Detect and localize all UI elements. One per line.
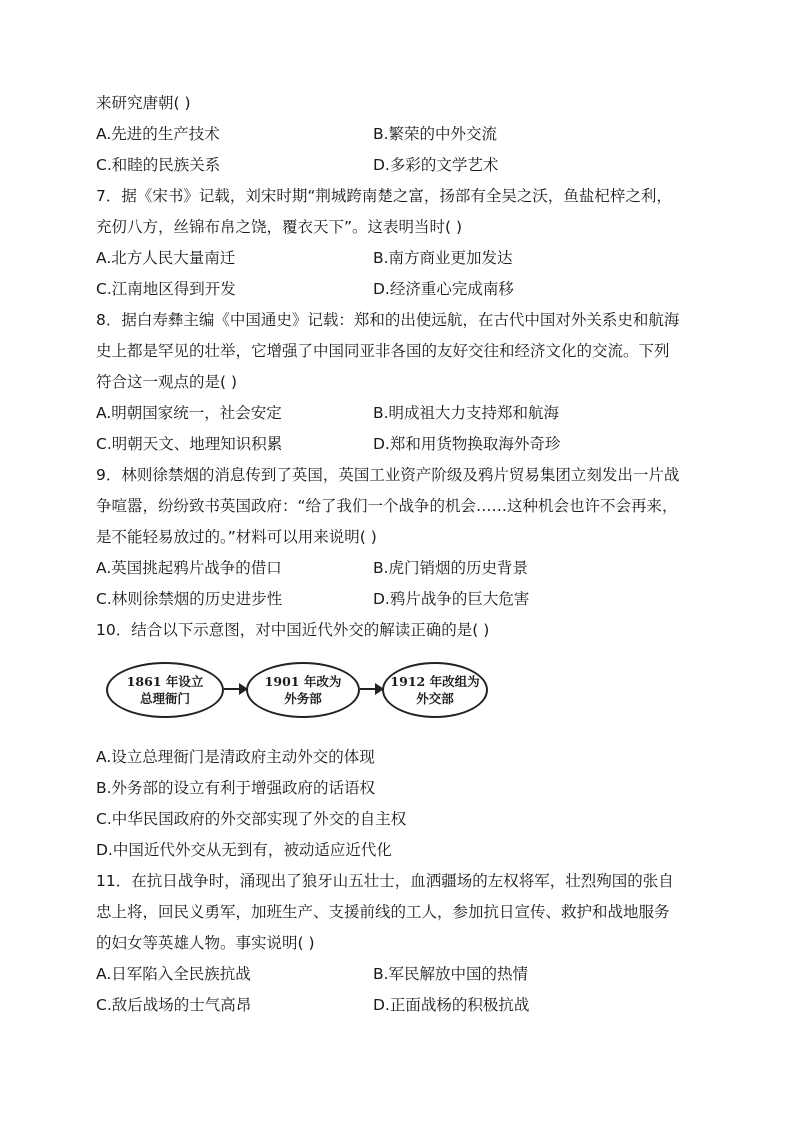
diagram-node-label: 1901 年改为 [264,674,342,689]
option-c: C.明朝天文、地理知识积累 [96,435,283,453]
question-9-line-1: 9．林则徐禁烟的消息传到了英国，英国工业资产阶级及鸦片贸易集团立刻发出一片战 [96,466,680,484]
exam-page [96,88,706,1021]
question-9-line-3: 是不能轻易放过的。”材料可以用来说明( ) [96,528,377,546]
question-10-option-d: D.中国近代外交从无到有，被动适应近代化 [96,841,392,859]
option-a: A.英国挑起鸦片战争的借口 [96,559,282,577]
option-d: D.多彩的文学艺术 [373,156,499,174]
option-c: C.江南地区得到开发 [96,280,236,298]
question-8-options-row-2 [96,429,706,460]
question-11-line-3: 的妇女等英雄人物。事实说明( ) [96,934,315,952]
question-6-options-row-1 [96,119,706,150]
option-d: D.正面战杨的积极抗战 [373,996,530,1014]
question-6-options-row-2 [96,150,706,181]
option-d: D.鸦片战争的巨大危害 [373,590,530,608]
question-10-line-1: 10．结合以下示意图，对中国近代外交的解读正确的是( ) [96,621,490,639]
option-b: B.明成祖大力支持郑和航海 [373,404,560,422]
question-8-options-row-1 [96,398,706,429]
question-9-options-row-2 [96,584,706,615]
diplomacy-flow-diagram [96,654,706,734]
question-7-line-2: 充仞八方，丝锦布帛之饶，覆衣天下”。这表明当时( ) [96,218,463,236]
question-10-option-c: C.中华民国政府的外交部实现了外交的自主权 [96,810,407,828]
option-c: C.林则徐禁烟的历史进步性 [96,590,283,608]
option-c: C.和睦的民族关系 [96,156,221,174]
option-a: A.日军陷入全民族抗战 [96,965,251,983]
question-10-option-a: A.设立总理衙门是清政府主动外交的体现 [96,748,375,766]
question-8-line-3: 符合这一观点的是( ) [96,373,238,391]
option-b: B.军民解放中国的热情 [373,965,529,983]
diagram-node-label: 1912 年改组为 [390,674,480,689]
question-11-options-row-2 [96,990,706,1021]
question-6-tail: 来研究唐朝( ) [96,94,191,112]
diagram-node-1861 [106,662,224,718]
question-7-options-row-1 [96,243,706,274]
diagram-node-1912 [382,662,488,718]
question-11-options-row-1 [96,959,706,990]
question-8-line-1: 8．据白寿彝主编《中国通史》记载：郑和的出使远航，在古代中国对外关系史和航海 [96,311,680,329]
question-11-line-1: 11．在抗日战争时，涌现出了狼牙山五壮士，血洒疆场的左权将军，壮烈殉国的张自 [96,872,674,890]
option-a: A.明朝国家统一，社会安定 [96,404,282,422]
option-a: A.北方人民大量南迁 [96,249,236,267]
question-8-line-2: 史上都是罕见的壮举，它增强了中国同亚非各国的友好交往和经济文化的交流。下列 [96,342,670,360]
option-b: B.繁荣的中外交流 [373,125,498,143]
diagram-node-label: 总理衙门 [139,691,190,706]
option-d: D.郑和用货物换取海外奇珍 [373,435,561,453]
diagram-node-label: 外务部 [284,691,322,706]
option-c: C.敌后战场的士气高昂 [96,996,252,1014]
question-9-options-row-1 [96,553,706,584]
arrow-right-icon [224,688,246,690]
arrow-right-icon [360,688,382,690]
diagram-node-label: 1861 年设立 [126,674,204,689]
option-d: D.经济重心完成南移 [373,280,514,298]
diagram-node-label: 外交部 [416,691,454,706]
question-9-line-2: 争喧嚣，纷纷致书英国政府：“给了我们一个战争的机会……这种机会也许不会再来， [96,497,678,515]
option-b: B.虎门销烟的历史背景 [373,559,529,577]
option-a: A.先进的生产技术 [96,125,220,143]
question-7-line-1: 7．据《宋书》记载，刘宋时期“荆城跨南楚之富，扬部有全吴之沃，鱼盐杞梓之利， [96,187,672,205]
question-11-line-2: 忠上将，回民义勇军，加班生产、支援前线的工人，参加抗日宣传、救护和战地服务 [96,903,670,921]
question-7-options-row-2 [96,274,706,305]
question-10-option-b: B.外务部的设立有利于增强政府的话语权 [96,779,376,797]
diagram-node-1901 [246,662,360,718]
option-b: B.南方商业更加发达 [373,249,513,267]
